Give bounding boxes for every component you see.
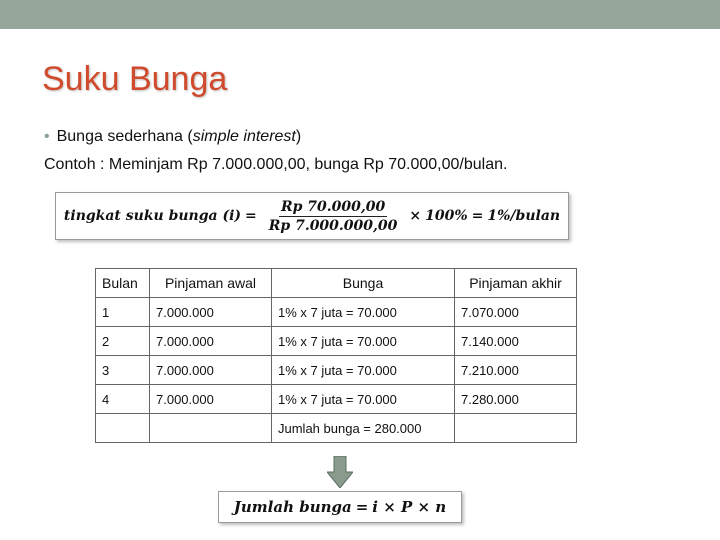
formula-fraction	[267, 199, 400, 234]
cell-bunga: 1% x 7 juta = 70.000	[272, 298, 455, 327]
header-pinjaman-awal: Pinjaman awal	[150, 269, 272, 298]
cell-pinjaman-awal: 7.000.000	[150, 356, 272, 385]
formula-equals-2: =	[471, 208, 484, 224]
table-row	[96, 385, 577, 414]
formula-lhs: tingkat suku bunga (i)	[63, 208, 242, 224]
bullet-suffix: )	[295, 128, 302, 145]
cell-empty	[455, 414, 577, 443]
total-interest-formula	[218, 491, 462, 523]
bullet-point	[44, 128, 301, 146]
bullet-dot-icon: •	[44, 128, 50, 145]
cell-pinjaman-akhir: 7.210.000	[455, 356, 577, 385]
cell-pinjaman-awal: 7.000.000	[150, 385, 272, 414]
cell-bulan: 3	[96, 356, 150, 385]
slide-title: Suku Bunga	[42, 60, 228, 98]
formula-numerator: Rp 70.000,00	[280, 198, 386, 215]
cell-total-interest: Jumlah bunga = 280.000	[272, 414, 455, 443]
loan-table	[95, 268, 577, 443]
table-header-row	[96, 269, 577, 298]
header-pinjaman-akhir: Pinjaman akhir	[455, 269, 577, 298]
cell-bulan: 2	[96, 327, 150, 356]
formula2-equals: =	[355, 498, 369, 516]
bullet-prefix: Bunga sederhana (	[56, 128, 193, 145]
cell-pinjaman-akhir: 7.070.000	[455, 298, 577, 327]
cell-pinjaman-akhir: 7.140.000	[455, 327, 577, 356]
interest-rate-formula	[55, 192, 569, 240]
cell-pinjaman-akhir: 7.280.000	[455, 385, 577, 414]
formula2-lhs: Jumlah bunga	[233, 498, 352, 516]
cell-pinjaman-awal: 7.000.000	[150, 327, 272, 356]
cell-bulan: 1	[96, 298, 150, 327]
formula2-rhs: i × P × n	[372, 498, 447, 516]
top-banner	[0, 0, 720, 29]
table-row	[96, 356, 577, 385]
formula-times: ×	[409, 208, 422, 224]
example-text: Contoh : Meminjam Rp 7.000.000,00, bunga Rp 70.000,00/bulan.	[44, 156, 508, 173]
down-arrow-icon	[327, 456, 353, 493]
formula-denominator: Rp 7.000.000,00	[268, 217, 398, 234]
cell-bunga: 1% x 7 juta = 70.000	[272, 356, 455, 385]
header-bulan: Bulan	[96, 269, 150, 298]
formula-percent: 100%	[425, 208, 468, 224]
formula-equals: =	[245, 208, 257, 224]
cell-bunga: 1% x 7 juta = 70.000	[272, 327, 455, 356]
bullet-italic-term: simple interest	[192, 128, 296, 145]
table-total-row	[96, 414, 577, 443]
formula-result: 1%/bulan	[487, 208, 561, 224]
table-row	[96, 327, 577, 356]
header-bunga: Bunga	[272, 269, 455, 298]
cell-empty	[96, 414, 150, 443]
cell-empty	[150, 414, 272, 443]
cell-bulan: 4	[96, 385, 150, 414]
table-row	[96, 298, 577, 327]
cell-bunga: 1% x 7 juta = 70.000	[272, 385, 455, 414]
cell-pinjaman-awal: 7.000.000	[150, 298, 272, 327]
